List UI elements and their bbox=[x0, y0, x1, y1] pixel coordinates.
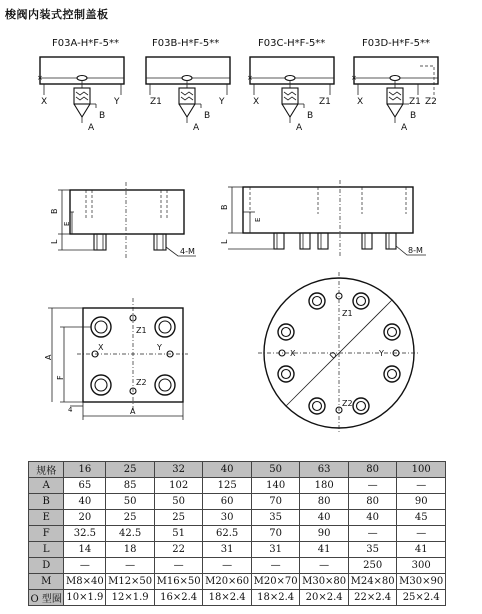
table-row-header: A bbox=[29, 478, 64, 494]
table-cell: 50 bbox=[106, 494, 155, 510]
table-cell: 10×1.9 bbox=[64, 590, 106, 606]
port-x: X bbox=[98, 343, 104, 352]
table-cell: 180 bbox=[300, 478, 349, 494]
dim-f-label: F bbox=[56, 375, 65, 380]
table-cell: 12×1.9 bbox=[106, 590, 155, 606]
table-header-cell: 40 bbox=[203, 462, 252, 478]
port-a: A bbox=[296, 123, 303, 133]
dim-a-label: A bbox=[130, 407, 136, 416]
table-cell: M30×80 bbox=[300, 574, 349, 590]
plan-view-round bbox=[258, 272, 420, 434]
table-cell: M16×50 bbox=[154, 574, 203, 590]
port-z2: Z2 bbox=[342, 399, 353, 408]
table-row bbox=[29, 510, 446, 526]
table-cell: 42.5 bbox=[106, 526, 155, 542]
dim-b-label: B bbox=[50, 208, 59, 214]
side-view-small bbox=[50, 182, 196, 260]
symbol-f03d bbox=[351, 38, 438, 133]
table-cell: 20 bbox=[64, 510, 106, 526]
table-row-header: O 型圈 bbox=[29, 590, 64, 606]
table-cell: M8×40 bbox=[64, 574, 106, 590]
table-cell: 51 bbox=[154, 526, 203, 542]
table-header-cell: 100 bbox=[397, 462, 446, 478]
table-row bbox=[29, 494, 446, 510]
port-z1: Z1 bbox=[409, 97, 421, 107]
table-cell: 41 bbox=[397, 542, 446, 558]
dim-e-label: E bbox=[254, 217, 262, 222]
table-cell: 80 bbox=[300, 494, 349, 510]
port-z1: Z1 bbox=[136, 326, 147, 335]
table-cell: — bbox=[106, 558, 155, 574]
table-cell: 31 bbox=[251, 542, 300, 558]
table-cell: M12×50 bbox=[106, 574, 155, 590]
table-cell: 22×2.4 bbox=[348, 590, 397, 606]
plan-view-square bbox=[44, 298, 188, 420]
port-b: B bbox=[307, 111, 314, 121]
table-row bbox=[29, 574, 446, 590]
table-cell: 18×2.4 bbox=[203, 590, 252, 606]
table-cell: — bbox=[348, 478, 397, 494]
table-row-header: L bbox=[29, 542, 64, 558]
port-x: X bbox=[290, 349, 296, 358]
table-cell: 50 bbox=[154, 494, 203, 510]
port-b: B bbox=[99, 111, 106, 121]
table-cell: 45 bbox=[397, 510, 446, 526]
table-cell: 35 bbox=[348, 542, 397, 558]
table-row-header: F bbox=[29, 526, 64, 542]
table-cell: M30×90 bbox=[397, 574, 446, 590]
spec-table bbox=[28, 461, 446, 606]
table-cell: 125 bbox=[203, 478, 252, 494]
table-cell: — bbox=[64, 558, 106, 574]
table-cell: 30 bbox=[203, 510, 252, 526]
table-cell: 40 bbox=[300, 510, 349, 526]
table-cell: 80 bbox=[348, 494, 397, 510]
table-cell: — bbox=[397, 478, 446, 494]
port-z2: Z2 bbox=[425, 97, 437, 107]
table-cell: 25 bbox=[154, 510, 203, 526]
table-row bbox=[29, 478, 446, 494]
table-cell: 70 bbox=[251, 526, 300, 542]
port-y: Y bbox=[219, 97, 225, 107]
table-header-cell: 25 bbox=[106, 462, 155, 478]
callout-4m: 4-M bbox=[180, 247, 195, 256]
symbol-label-f03b: F03B-H*F-5** bbox=[152, 38, 220, 49]
table-cell: 90 bbox=[397, 494, 446, 510]
port-x: X bbox=[357, 97, 364, 107]
table-header-row bbox=[29, 462, 446, 478]
table-row-header: E bbox=[29, 510, 64, 526]
table-cell: — bbox=[397, 526, 446, 542]
table-header-cell: 80 bbox=[348, 462, 397, 478]
port-y: Y bbox=[157, 343, 162, 352]
dim-d-label: D bbox=[328, 349, 339, 361]
table-row bbox=[29, 542, 446, 558]
table-cell: 18 bbox=[106, 542, 155, 558]
table-row bbox=[29, 558, 446, 574]
table-row bbox=[29, 590, 446, 606]
table-row-header: B bbox=[29, 494, 64, 510]
port-a: A bbox=[193, 123, 200, 133]
table-row bbox=[29, 526, 446, 542]
table-cell: — bbox=[348, 526, 397, 542]
symbol-f03b bbox=[146, 38, 230, 133]
table-cell: 14 bbox=[64, 542, 106, 558]
table-cell: 16×2.4 bbox=[154, 590, 203, 606]
table-cell: 41 bbox=[300, 542, 349, 558]
dim-a-side-label: A bbox=[44, 354, 53, 360]
table-row-header: D bbox=[29, 558, 64, 574]
port-b: B bbox=[410, 111, 417, 121]
table-cell: 62.5 bbox=[203, 526, 252, 542]
table-header-cell: 规格 bbox=[29, 462, 64, 478]
svg-text:×: × bbox=[351, 74, 357, 82]
symbol-f03c bbox=[247, 38, 334, 133]
table-cell: 300 bbox=[397, 558, 446, 574]
table-cell: 18×2.4 bbox=[251, 590, 300, 606]
dim-4-label: 4 bbox=[68, 406, 73, 414]
table-cell: — bbox=[203, 558, 252, 574]
port-x: X bbox=[253, 97, 260, 107]
table-cell: 60 bbox=[203, 494, 252, 510]
port-a: A bbox=[88, 123, 95, 133]
port-z1: Z1 bbox=[342, 309, 353, 318]
table-cell: 25×2.4 bbox=[397, 590, 446, 606]
port-y: Y bbox=[379, 349, 384, 358]
dim-l-label: L bbox=[50, 239, 59, 244]
table-cell: 22 bbox=[154, 542, 203, 558]
table-cell: M20×70 bbox=[251, 574, 300, 590]
dim-e-label: E bbox=[63, 221, 71, 226]
table-header-cell: 16 bbox=[64, 462, 106, 478]
port-z1: Z1 bbox=[150, 97, 162, 107]
symbol-f03a bbox=[37, 38, 124, 133]
table-cell: 35 bbox=[251, 510, 300, 526]
table-cell: M20×60 bbox=[203, 574, 252, 590]
side-view-large bbox=[220, 180, 426, 258]
svg-text:×: × bbox=[37, 74, 43, 82]
table-cell: — bbox=[300, 558, 349, 574]
dim-b-label: B bbox=[220, 204, 229, 210]
table-cell: 140 bbox=[251, 478, 300, 494]
port-y: Y bbox=[114, 97, 120, 107]
port-z2: Z2 bbox=[136, 378, 147, 387]
symbol-label-f03c: F03C-H*F-5** bbox=[258, 38, 326, 49]
table-cell: 40 bbox=[348, 510, 397, 526]
table-cell: 70 bbox=[251, 494, 300, 510]
callout-8m: 8-M bbox=[408, 246, 423, 255]
table-cell: — bbox=[251, 558, 300, 574]
dim-l-label: L bbox=[220, 239, 229, 244]
table-cell: 31 bbox=[203, 542, 252, 558]
table-cell: 25 bbox=[106, 510, 155, 526]
table-cell: 102 bbox=[154, 478, 203, 494]
symbol-label-f03d: F03D-H*F-5** bbox=[362, 38, 431, 49]
symbol-label-f03a: F03A-H*F-5** bbox=[52, 38, 119, 49]
table-cell: 85 bbox=[106, 478, 155, 494]
table-cell: 90 bbox=[300, 526, 349, 542]
table-header-cell: 63 bbox=[300, 462, 349, 478]
table-cell: 40 bbox=[64, 494, 106, 510]
table-cell: 20×2.4 bbox=[300, 590, 349, 606]
table-cell: 250 bbox=[348, 558, 397, 574]
table-header-cell: 32 bbox=[154, 462, 203, 478]
port-a: A bbox=[401, 123, 408, 133]
port-x: X bbox=[41, 97, 48, 107]
table-cell: M24×80 bbox=[348, 574, 397, 590]
table-header-cell: 50 bbox=[251, 462, 300, 478]
table-cell: — bbox=[154, 558, 203, 574]
table-cell: 65 bbox=[64, 478, 106, 494]
port-z1: Z1 bbox=[319, 97, 331, 107]
svg-text:×: × bbox=[247, 74, 253, 82]
port-b: B bbox=[204, 111, 211, 121]
table-row-header: M bbox=[29, 574, 64, 590]
page-title: 梭阀内装式控制盖板 bbox=[5, 8, 109, 21]
table-cell: 32.5 bbox=[64, 526, 106, 542]
